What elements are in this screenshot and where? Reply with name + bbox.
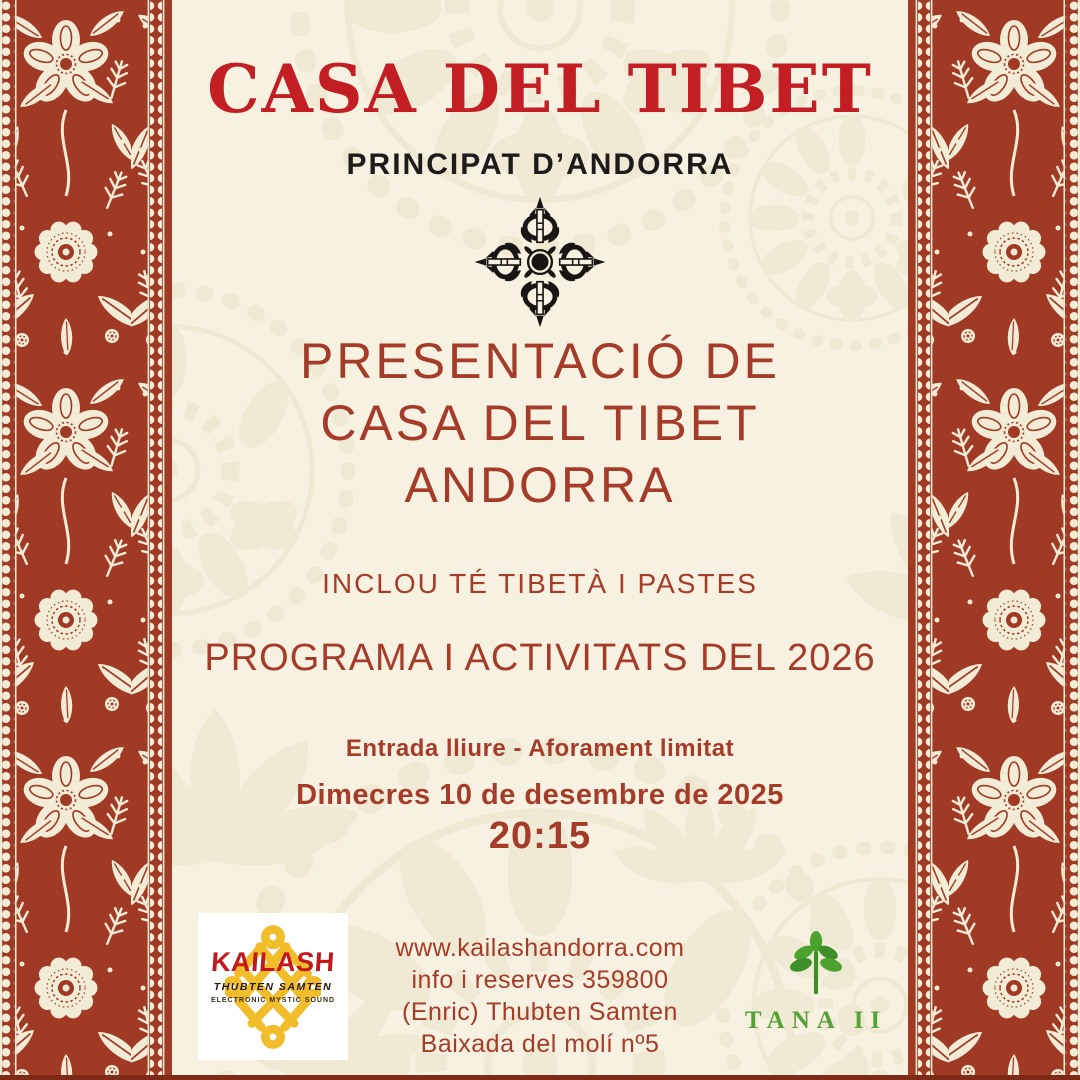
tana-logo-name: TANA II xyxy=(744,1007,888,1034)
entry-line: Entrada lliure - Aforament limitat xyxy=(345,735,735,762)
double-vajra-icon xyxy=(470,194,610,330)
heading-line-1: PRESENTACIÓ DE xyxy=(299,333,781,389)
date-line: Dimecres 10 de desembre de 2025 xyxy=(296,779,784,811)
kailash-logo-subtitle: THUBTEN SAMTEN xyxy=(213,981,333,993)
bottom-rule xyxy=(0,1075,1080,1080)
kailash-logo-tagline: ELECTRONIC MYSTIC SOUND xyxy=(210,997,336,1004)
poster-subtitle: PRINCIPAT D’ANDORRA xyxy=(346,148,734,181)
program-line: PROGRAMA I ACTIVITATS DEL 2026 xyxy=(204,637,876,679)
contact-website: www.kailashandorra.com xyxy=(395,934,685,962)
plant-icon xyxy=(783,930,849,996)
event-heading xyxy=(172,330,908,516)
kailash-logo xyxy=(198,913,348,1060)
tana-logo xyxy=(736,930,896,1035)
heading-line-3: ANDORRA xyxy=(404,457,676,513)
contact-person: (Enric) Thubten Samten xyxy=(402,998,678,1026)
floral-border-right xyxy=(908,0,1080,1080)
time-line: 20:15 xyxy=(488,815,592,857)
floral-border-left xyxy=(0,0,172,1080)
poster-title: CASA DEL TIBET xyxy=(207,50,873,128)
includes-line: INCLOU TÉ TIBETÀ I PASTES xyxy=(322,568,758,599)
heading-line-2: CASA DEL TIBET xyxy=(320,395,760,451)
kailash-logo-name: KAILASH xyxy=(210,947,336,977)
contact-address: Baixada del molí nº5 xyxy=(420,1030,660,1058)
contact-reservations: info i reserves 359800 xyxy=(411,966,669,994)
